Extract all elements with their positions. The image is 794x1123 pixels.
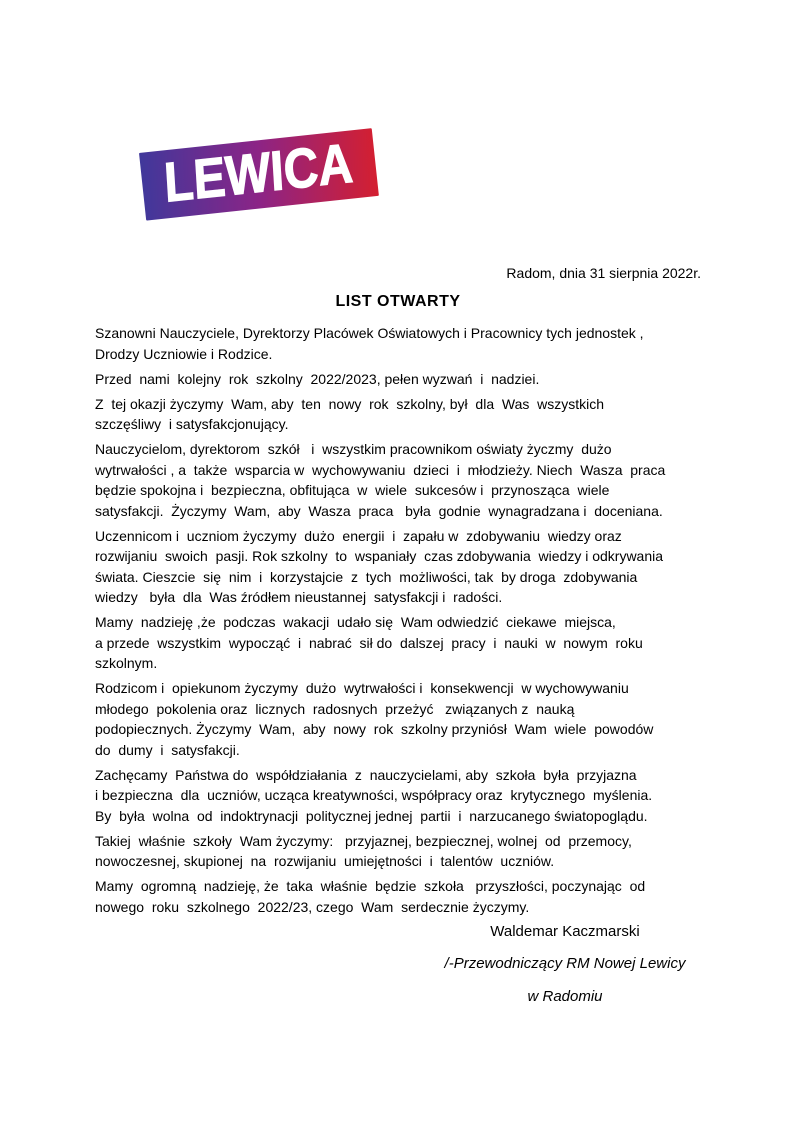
signature-block: [425, 922, 705, 1008]
letter-body: [95, 323, 701, 917]
paragraph: [95, 323, 701, 364]
paragraph-line: Takiej właśnie szkoły Wam życzymy: przyjaznej, bezpiecznej, wolnej od przemocy,: [95, 832, 632, 849]
paragraph: [95, 765, 701, 827]
paragraph-line: Szanowni Nauczyciele, Dyrektorzy Placówek Oświatowych i Pracownicy tych jednostek ,: [95, 325, 644, 341]
lewica-logo: [139, 128, 379, 220]
letter-title: LIST OTWARTY: [335, 292, 461, 310]
paragraph-line: nowego roku szkolnego 2022/23, czego Wam serdecznie życzymy.: [95, 898, 530, 915]
paragraph: [95, 394, 701, 435]
paragraph-line: szczęśliwy i satysfakcjonujący.: [95, 416, 289, 432]
paragraph-line: będzie spokojna i bezpieczna, obfitująca w wiele sukcesów i przynosząca wiele: [95, 482, 610, 498]
paragraph-line: a przede wszystkim wypocząć i nabrać sił do dalszej pracy i nauki w nowym roku: [95, 634, 643, 651]
paragraph-line: Uczennicom i uczniom życzymy dużo energii i zapału w zdobywaniu wiedzy oraz: [95, 527, 622, 544]
paragraph: [95, 439, 701, 521]
paragraph-line: Rodzicom i opiekunom życzymy dużo wytrwałości i konsekwencji w wychowywaniu: [95, 680, 629, 696]
paragraph-line: do dumy i satysfakcji.: [95, 741, 240, 758]
letter-content: [95, 263, 701, 1019]
paragraph-line: Nauczycielom, dyrektorom szkół i wszystkim pracownikom oświaty życzmy dużo: [95, 441, 612, 457]
paragraph-line: Drodzy Uczniowie i Rodzice.: [95, 345, 273, 362]
paragraph-line: nowoczesnej, skupionej na rozwijaniu umiejętności i talentów uczniów.: [95, 853, 555, 869]
paragraph-line: i bezpieczna dla uczniów, ucząca kreatywności, współpracy oraz krytycznego myślenia.: [95, 787, 653, 803]
paragraph: [95, 526, 701, 608]
paragraph-line: Zachęcamy Państwa do współdziałania z nauczycielami, aby szkoła była przyjazna: [95, 766, 637, 783]
signature-role: /-Przewodniczący RM Nowej Lewicy: [444, 955, 686, 972]
paragraph-line: Mamy ogromną nadzieję, że taka właśnie będzie szkoła przyszłości, poczynając od: [95, 878, 646, 894]
paragraph-line: satysfakcji. Życzymy Wam, aby Wasza praca była godnie wynagradzana i doceniana.: [95, 502, 663, 519]
date-line: Radom, dnia 31 sierpnia 2022r.: [506, 265, 701, 281]
paragraph: [95, 612, 701, 674]
lewica-logo-text: LEWICA: [162, 133, 355, 215]
paragraph-line: Mamy nadzieję ,że podczas wakacji udało się Wam odwiedzić ciekawe miejsca,: [95, 614, 616, 630]
paragraph-line: wytrwałości , a także wsparcia w wychowywaniu dzieci i młodzieży. Niech Wasza praca: [95, 461, 666, 478]
paragraph-line: Z tej okazji życzymy Wam, aby ten nowy rok szkolny, był dla Was wszystkich: [95, 395, 605, 412]
paragraph: [95, 876, 701, 917]
paragraph-line: rozwijaniu swoich pasji. Rok szkolny to wspaniały czas zdobywania wiedzy i odkrywania: [95, 548, 664, 564]
paragraph-line: szkolnym.: [95, 655, 158, 671]
paragraph-line: Przed nami kolejny rok szkolny 2022/2023, pełen wyzwań i nadziei.: [95, 370, 540, 387]
paragraph: [95, 369, 701, 390]
paragraph-line: By była wolna od indoktrynacji politycznej jednej partii i narzucanego światopoglądu.: [95, 807, 648, 824]
paragraph: [95, 678, 701, 760]
signature-place: w Radomiu: [527, 987, 603, 1005]
paragraph-line: podopiecznych. Życzymy Wam, aby nowy rok szkolny przyniósł Wam wiele powodów: [95, 721, 654, 737]
paragraph-line: świata. Cieszcie się nim i korzystajcie z tych możliwości, tak by droga zdobywania: [95, 568, 638, 585]
paragraph: [95, 831, 701, 872]
paragraph-line: młodego pokolenia oraz licznych radosnych przeżyć związanych z nauką: [95, 700, 575, 717]
signature-name: Waldemar Kaczmarski: [490, 922, 640, 940]
paragraph-line: wiedzy była dla Was źródłem nieustannej satysfakcji i radości.: [95, 589, 503, 605]
